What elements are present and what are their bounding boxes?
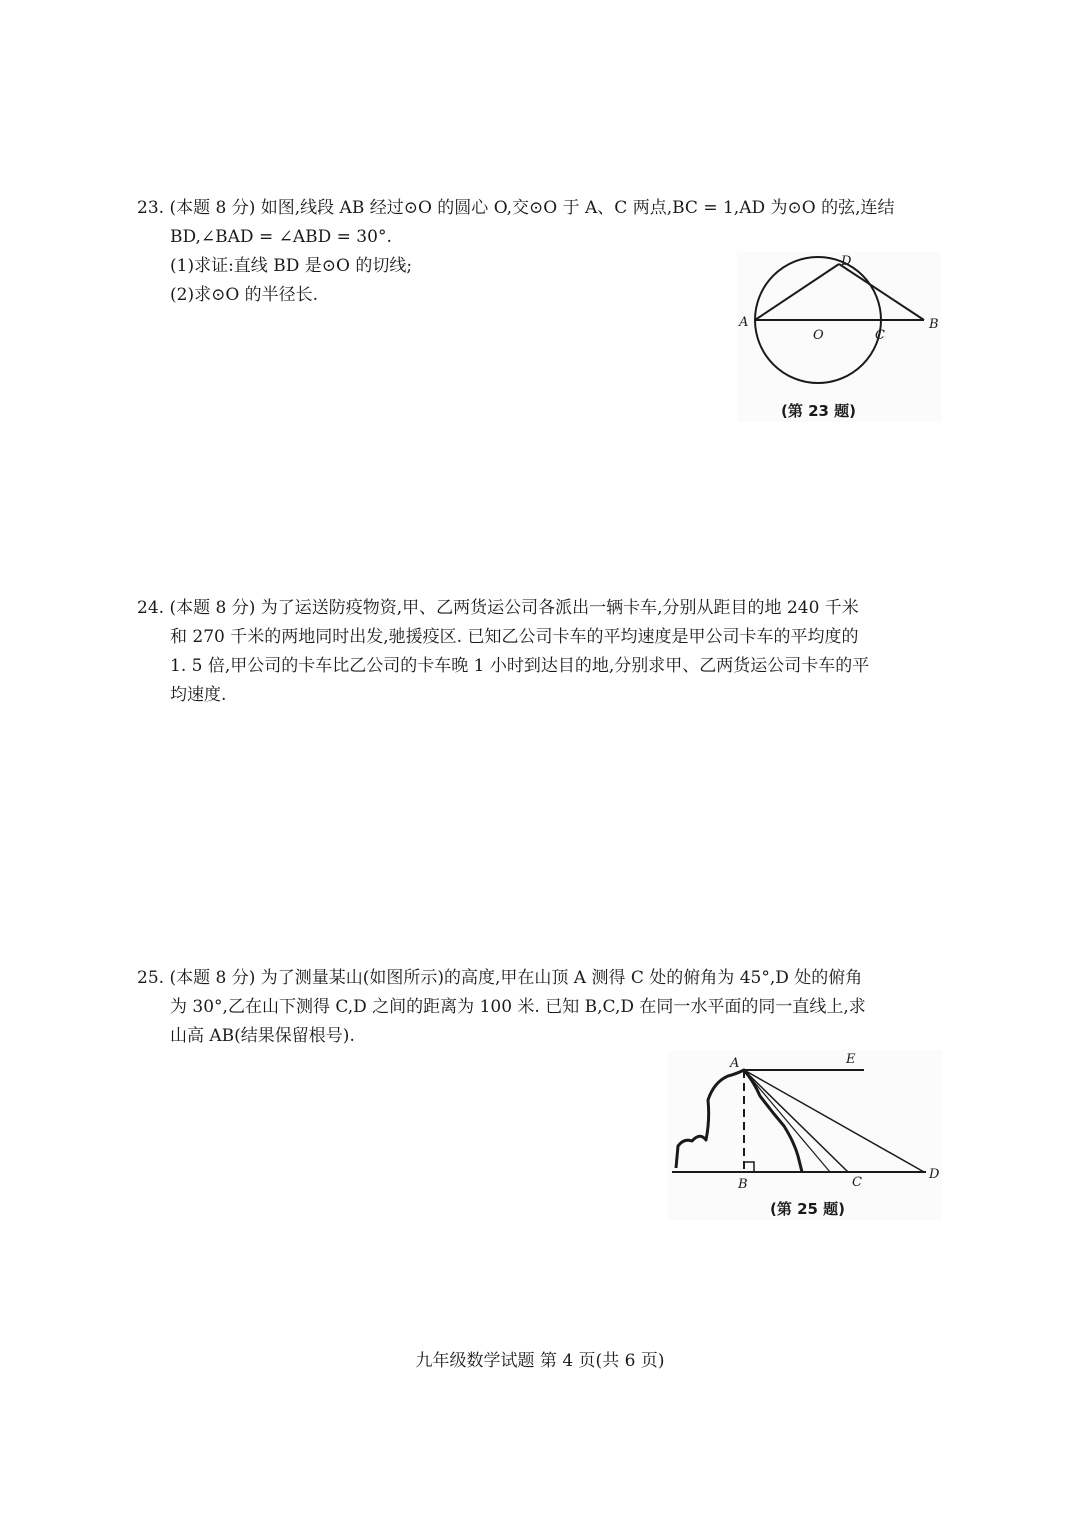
q23-part1: (1)求证:直线 BD 是⊙O 的切线;: [170, 256, 413, 276]
label-b: B: [738, 1177, 748, 1192]
figure-23: [737, 252, 941, 422]
label-d: D: [929, 1167, 940, 1182]
label-a: A: [730, 1056, 740, 1071]
label-b: B: [929, 317, 939, 332]
label-a: A: [739, 315, 749, 330]
q24-line1: 24. (本题 8 分) 为了运送防疫物资,甲、乙两货运公司各派出一辆卡车,分别从距目的地 240 千米: [137, 598, 859, 618]
q24-line3: 1. 5 倍,甲公司的卡车比乙公司的卡车晚 1 小时到达目的地,分别求甲、乙两货运公司卡车的平: [170, 656, 870, 676]
q24-line4: 均速度.: [170, 685, 227, 705]
question-25: [137, 964, 947, 1051]
label-e: E: [846, 1052, 856, 1067]
question-24: [137, 594, 947, 710]
q24-line2: 和 270 千米的两地同时出发,驰援疫区. 已知乙公司卡车的平均速度是甲公司卡车的平均度的: [170, 627, 859, 647]
q23-part2: (2)求⊙O 的半径长.: [170, 285, 319, 305]
q25-line1: 25. (本题 8 分) 为了测量某山(如图所示)的高度,甲在山顶 A 测得 C 处的俯角为 45°,D 处的俯角: [137, 968, 863, 988]
q25-line2: 为 30°,乙在山下测得 C,D 之间的距离为 100 米. 已知 B,C,D 在同一水平面的同一直线上,求: [170, 997, 866, 1017]
figure-25-caption: (第 25 题): [770, 1200, 846, 1218]
label-c: C: [852, 1175, 862, 1190]
q23-stem-line1: 23. (本题 8 分) 如图,线段 AB 经过⊙O 的圆心 O,交⊙O 于 A、C 两点,BC = 1,AD 为⊙O 的弦,连结: [137, 198, 895, 218]
q25-line3: 山高 AB(结果保留根号).: [170, 1026, 355, 1046]
q23-stem-line2: BD,∠BAD = ∠ABD = 30°.: [170, 227, 392, 247]
label-o: O: [813, 328, 824, 343]
label-d: D: [841, 254, 852, 269]
figure-25: [668, 1050, 942, 1220]
label-c: C: [875, 328, 885, 343]
figure-23-caption: (第 23 题): [781, 402, 857, 420]
page-footer: 九年级数学试题 第 4 页(共 6 页): [415, 1351, 665, 1371]
